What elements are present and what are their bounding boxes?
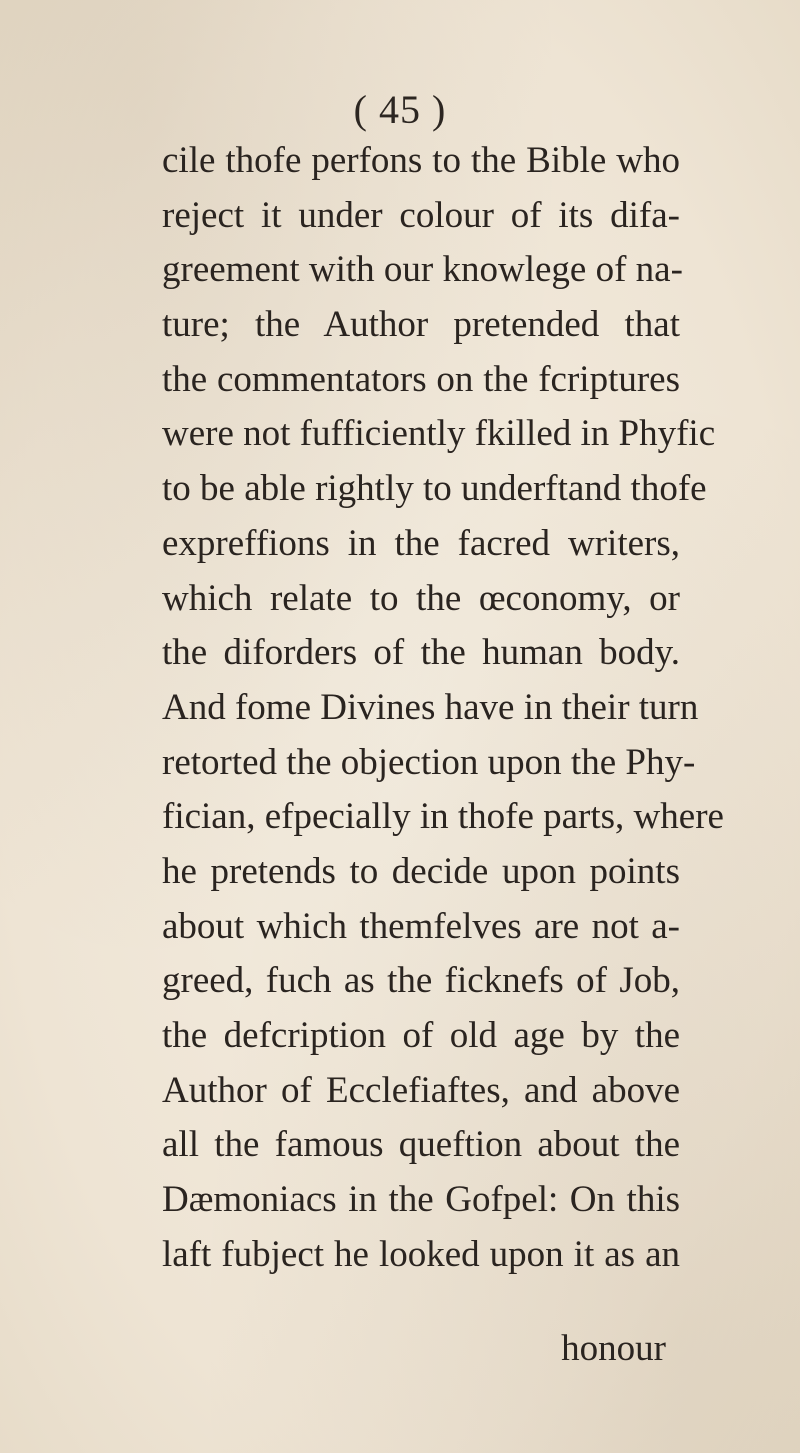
catchword: honour	[561, 1328, 666, 1369]
text-line: And fome Divines have in their turn	[162, 686, 699, 728]
text-line: ture; the Author pretended that	[162, 304, 680, 346]
text-line: the diforders of the human body.	[162, 632, 680, 674]
body-text	[162, 134, 724, 1282]
text-line: to be able rightly to underftand thofe	[162, 468, 707, 510]
text-line: he pretends to decide upon points	[162, 850, 680, 892]
text-line: the commentators on the fcriptures	[162, 358, 680, 400]
text-line: laft fubject he looked upon it as an	[162, 1233, 680, 1275]
text-line: all the famous queftion about the	[162, 1124, 680, 1166]
text-line: Author of Ecclefiaftes, and above	[162, 1069, 680, 1111]
text-line: greed, fuch as the ficknefs of Job,	[162, 960, 680, 1002]
text-line: expreffions in the facred writers,	[162, 522, 680, 564]
text-line: fician, efpecially in thofe parts, where	[162, 796, 724, 838]
text-line: reject it under colour of its difa-	[162, 194, 680, 236]
text-line: were not fufficiently fkilled in Phyfic	[162, 413, 716, 455]
text-line: Dæmoniacs in the Gofpel: On this	[162, 1179, 680, 1221]
text-line: cile thofe perfons to the Bible who	[162, 140, 680, 181]
text-line: about which themfelves are not a-	[162, 905, 680, 947]
text-line: the defcription of old age by the	[162, 1015, 680, 1056]
text-line: greement with our knowlege of na-	[162, 249, 683, 291]
text-line: retorted the objection upon the Phy-	[162, 741, 696, 783]
text-line: which relate to the œconomy, or	[162, 577, 680, 619]
page-number: ( 45 )	[353, 87, 447, 132]
